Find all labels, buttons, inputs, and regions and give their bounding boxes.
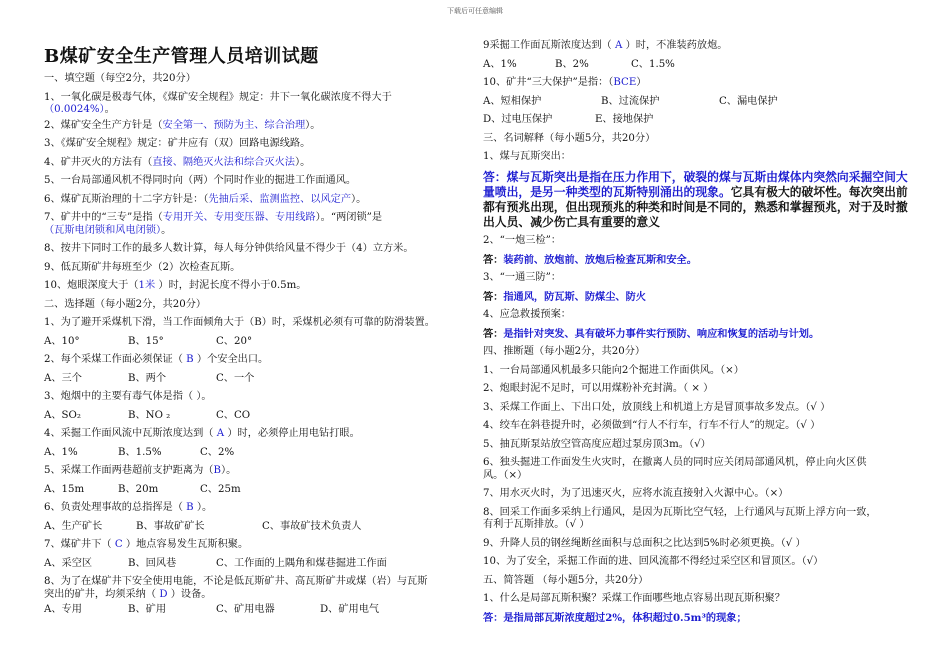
term-q3-answer-text: 指通风，防瓦斯、防煤尘、防火: [503, 290, 646, 303]
judge-q8-line2: 有利于瓦斯排放。（√ ）: [483, 519, 590, 531]
choice-q10-answer: BCE: [613, 77, 637, 88]
option: C、CO: [216, 409, 251, 421]
term-q1: 1、煤与瓦斯突出：: [483, 151, 571, 162]
option: C、一个: [216, 372, 255, 384]
option: C、2%: [200, 446, 235, 458]
answer-label: 答：: [483, 611, 504, 624]
fill-q10-answer: 1米: [138, 280, 156, 291]
option: B、1.5%: [118, 446, 162, 458]
fill-q6-post: ）。: [351, 193, 367, 205]
option: C、漏电保护: [719, 95, 778, 107]
option: A、采空区: [44, 557, 93, 569]
term-q2-answer-text: 装药前、放炮前、放炮后检查瓦斯和安全。: [503, 253, 697, 266]
option: B、过流保护: [601, 95, 660, 107]
choice-q10-options-row1: [483, 96, 908, 109]
choice-q10-pre: 10、矿井“三大保护”是指：（: [483, 77, 614, 88]
option: E、接地保护: [595, 114, 654, 125]
choice-q1-options: [44, 336, 464, 349]
option: C、工作面的上隅角和煤巷掘进工作面: [216, 557, 387, 569]
fill-q7: [44, 212, 464, 237]
option: D、过电压保护: [483, 114, 553, 125]
choice-q7: [44, 539, 464, 552]
choice-q9-pre: 9采掘工作面瓦斯浓度达到（: [483, 40, 615, 51]
choice-q8-pre: 突出的矿井，均须采纳（: [44, 588, 160, 600]
choice-q2-pre: 2、每个采煤工作面必须保证（: [44, 354, 187, 365]
section-judgement-heading: 四、推断题（每小题2分，共20分）: [483, 346, 646, 358]
fill-q1-tail: 。: [104, 104, 115, 115]
fill-q2: [44, 120, 464, 133]
section-choice-heading: 二、选择题（每小题2分，共20分）: [44, 298, 207, 310]
judge-q8-line1: 8、回采工作面多采纳上行通风，是因为瓦斯比空气轻，上行通风与瓦斯上浮方向一致，: [483, 506, 877, 518]
option: B、两个: [128, 372, 167, 384]
fill-q1-text: 1、一氧化碳是极毒气体，《煤矿安全规程》规定：井下一氧化碳浓度不得大于: [44, 91, 392, 103]
answer-label: 答：: [483, 169, 507, 184]
choice-q6-options: [44, 521, 464, 534]
fill-q3: 3、《煤矿安全规程》规定：矿井应有（双）回路电源线路。: [44, 138, 311, 149]
fill-q2-answer: 安全第一、预防为主、综合治理: [162, 119, 306, 131]
fill-q4-post: ）。: [294, 156, 311, 168]
choice-q8-answer: D: [159, 588, 168, 600]
option: B、矿用: [128, 604, 167, 615]
choice-q4-pre: 4、采掘工作面风流中瓦斯浓度达到（: [44, 428, 217, 439]
option: C、事故矿技术负责人: [262, 520, 362, 532]
section-terms-heading: 三、名词解释（每小题5分，共20分）: [483, 132, 656, 144]
right-column: [483, 40, 908, 630]
fill-q2-pre: 2、煤矿安全生产方针是（: [44, 119, 163, 131]
choice-q7-options: [44, 558, 464, 571]
option: A、专用: [44, 604, 82, 615]
fill-q8: 8、按井下同时工作的最多人数计算，每人每分钟供给风量不得少于（4）立方米。: [44, 243, 414, 254]
choice-q2-answer: B: [186, 354, 194, 365]
judge-q2: 2、炮眼封泥不足时，可以用煤粉补充封满。（ × ）: [483, 383, 714, 395]
option: B、事故矿矿长: [136, 520, 205, 532]
fill-q4: [44, 157, 464, 170]
fill-q10-post: ）时，封泥长度不得小于0.5m。: [155, 280, 307, 291]
choice-q4-options: [44, 447, 464, 460]
option: A、三个: [44, 372, 82, 384]
judge-q1: 1、一台局部通风机最多只能向2个掘进工作面供风。（×）: [483, 364, 744, 376]
section-short-answer-heading: 五、简答题 （每小题5分，共20分）: [483, 574, 649, 586]
fill-q5: 5、一台局部通风机不得同时向（两）个同时作业的掘进工作面通风。: [44, 175, 357, 186]
judge-q6: [483, 457, 908, 482]
judge-q5: 5、抽瓦斯泵站放空管高度应超过泵房顶3m。（√）: [483, 438, 711, 450]
option: A、1%: [483, 58, 517, 70]
option: C、矿用电器: [216, 604, 275, 615]
answer-label: 答：: [483, 290, 504, 303]
choice-q9-post: ）时，不准装药放炮。: [622, 40, 728, 51]
option: B、2%: [555, 58, 589, 70]
fill-q6: [44, 194, 464, 207]
choice-q1: 1、为了避开采煤机下滑，当工作面倾角大于（B）时，采煤机必须有可靠的防滑装置。: [44, 317, 435, 328]
term-q4: 4、应急救援预案：: [483, 309, 571, 321]
choice-q3-options: [44, 410, 464, 423]
choice-q7-answer: C: [114, 539, 123, 550]
option: B、15°: [128, 335, 164, 347]
judge-q9: 9、升降人员的钢丝绳断丝面积与总面积之比达到5%时必须更换。（√ ）: [483, 537, 806, 549]
answer-label: 答：: [483, 253, 504, 266]
term-q4-answer: [483, 328, 908, 341]
fill-q4-pre: 4、矿井灭火的方法有（: [44, 156, 153, 168]
option: A、SO₂: [44, 409, 81, 421]
option: A、1%: [44, 446, 78, 458]
choice-q5-options: [44, 484, 464, 497]
page-header-note: 下载后可任意编辑: [447, 7, 503, 15]
choice-q5-pre: 5、采煤工作面两巷超前支护距离为（: [44, 465, 214, 476]
term-q1-answer-part2: 它具有极大的破坏性。每次突出前都有预兆出现，但出现预兆的种类和时间是不同的，熟悉和掌握预兆，对于及时撤出人员、减少伤亡具有重要的意义: [483, 184, 908, 230]
term-q4-answer-text: 是指针对突发、具有破坏力事件实行预防、响应和恢复的活动与计划。: [503, 327, 820, 340]
choice-q7-pre: 7、煤矿井下（: [44, 539, 115, 550]
choice-q9: [483, 40, 908, 53]
choice-q2-options: [44, 373, 464, 386]
choice-q10: [483, 77, 908, 90]
choice-q9-answer: A: [614, 40, 623, 51]
choice-q7-post: ）地点容易发生瓦斯积聚。: [122, 539, 249, 550]
option: A、短相保护: [483, 95, 542, 107]
choice-q2: [44, 354, 464, 367]
term-q2-answer: [483, 254, 908, 267]
choice-q2-post: ）个安全出口。: [193, 354, 269, 365]
answer-label: 答：: [483, 327, 504, 340]
judge-q10: 10、为了安全，采掘工作面的进、回风流都不得经过采空区和冒顶区。（√）: [483, 556, 824, 568]
option: D、矿用电气: [320, 604, 380, 615]
short-q1-answer: [483, 612, 908, 625]
left-column: [44, 42, 464, 623]
section-fill-blank-heading: 一、填空题（每空2分，共20分）: [44, 73, 196, 84]
choice-q8-text: 8、为了在煤矿井下安全使用电能，不论是低瓦斯矿井、高瓦斯矿井或煤（岩）与瓦斯: [44, 576, 428, 587]
fill-q1: [44, 92, 464, 117]
short-q1-answer-text: 是指局部瓦斯浓度超过2%，体积超过0.5m³的现象；: [503, 611, 747, 624]
fill-q7-post: ）。“两闭锁”是: [315, 212, 383, 223]
fill-q7-tail: 。: [161, 224, 172, 236]
choice-q4-post: ）时，必须停止用电钻打眼。: [224, 428, 360, 439]
choice-q5-post: ）。: [220, 465, 237, 476]
term-q2: 2、“一炮三检”：: [483, 235, 562, 247]
choice-q5: [44, 465, 464, 478]
document-title: B煤矿安全生产管理人员培训试题: [44, 46, 319, 67]
fill-q7-answer: 专用开关、专用变压器、专用线路: [162, 212, 316, 223]
option: B、20m: [118, 483, 159, 495]
choice-q4-answer: A: [216, 428, 225, 439]
term-q3-answer: [483, 291, 908, 304]
short-q1: 1、什么是局部瓦斯积聚？采煤工作面哪些地点容易出现瓦斯积聚？: [483, 593, 785, 605]
fill-q7-pre: 7、矿井中的“三专”是指（: [44, 212, 163, 223]
term-q1-answer: [483, 170, 908, 231]
fill-q7-answer-2: （瓦斯电闭锁和风电闭锁）: [44, 224, 162, 236]
choice-q8: [44, 576, 464, 601]
choice-q8-post: ）设备。: [167, 588, 212, 600]
option: A、10°: [44, 335, 80, 347]
judge-q7: 7、用水灭火时，为了迅速灭火，应将水流直接射入火源中心。（×）: [483, 488, 789, 500]
choice-q10-options-row2: [483, 114, 908, 127]
choice-q3: 3、炮烟中的主要有毒气体是指（ ）。: [44, 391, 212, 402]
option: B、回风巷: [128, 557, 177, 569]
option: A、生产矿长: [44, 520, 103, 532]
fill-q6-answer: 先抽后采、监测监控、以风定产: [208, 193, 352, 205]
option: C、1.5%: [631, 58, 675, 70]
option: C、20°: [216, 335, 253, 347]
judge-q8: [483, 507, 908, 532]
fill-q10: [44, 280, 464, 293]
judge-q4: 4、绞车在斜巷提升时，必须做到“行人不行车，行车不行人”的规定。（√ ）: [483, 420, 821, 432]
choice-q8-options: [44, 604, 464, 617]
fill-q1-answer: （0.0024%）: [44, 104, 105, 115]
fill-q6-pre: 6、煤矿瓦斯治理的十二字方针是：（: [44, 193, 209, 205]
judge-q3: 3、采煤工作面上、下出口处，放顶线上和机道上方是冒顶事故多发点。（√ ）: [483, 401, 831, 413]
choice-q6-answer: B: [186, 502, 194, 513]
judge-q6-line2: 风。（×）: [483, 469, 528, 481]
choice-q9-options: [483, 59, 908, 72]
judge-q6-line1: 6、独头掘进工作面发生火灾时，在撤离人员的同时应关闭局部通风机，停止向火区供: [483, 457, 867, 469]
choice-q6-pre: 6、负责处理事故的总指挥是（: [44, 502, 187, 513]
choice-q5-answer: B: [213, 465, 221, 476]
term-q1-answer-part1: 煤与瓦斯突出是指在压力作用下，破裂的煤与瓦斯由煤体内突然向采掘空间大量喷出，是另一种类型的瓦斯特别涌出的现象。: [483, 169, 908, 199]
fill-q2-post: ）。: [305, 119, 321, 131]
choice-q4: [44, 428, 464, 441]
choice-q6-post: ）。: [193, 502, 213, 513]
fill-q10-pre: 10、炮眼深度大于（: [44, 280, 139, 291]
term-q3: 3、“一通三防”：: [483, 272, 562, 284]
fill-q9: 9、低瓦斯矿井每班至少（2）次检查瓦斯。: [44, 261, 241, 273]
fill-q4-answer: 直接、隔绝灭火法和综合灭火法: [152, 156, 295, 168]
choice-q6: [44, 502, 464, 515]
option: A、15m: [44, 483, 85, 495]
choice-q10-post: ）: [636, 77, 647, 88]
option: C、25m: [200, 483, 241, 495]
option: B、NO ₂: [128, 409, 171, 421]
